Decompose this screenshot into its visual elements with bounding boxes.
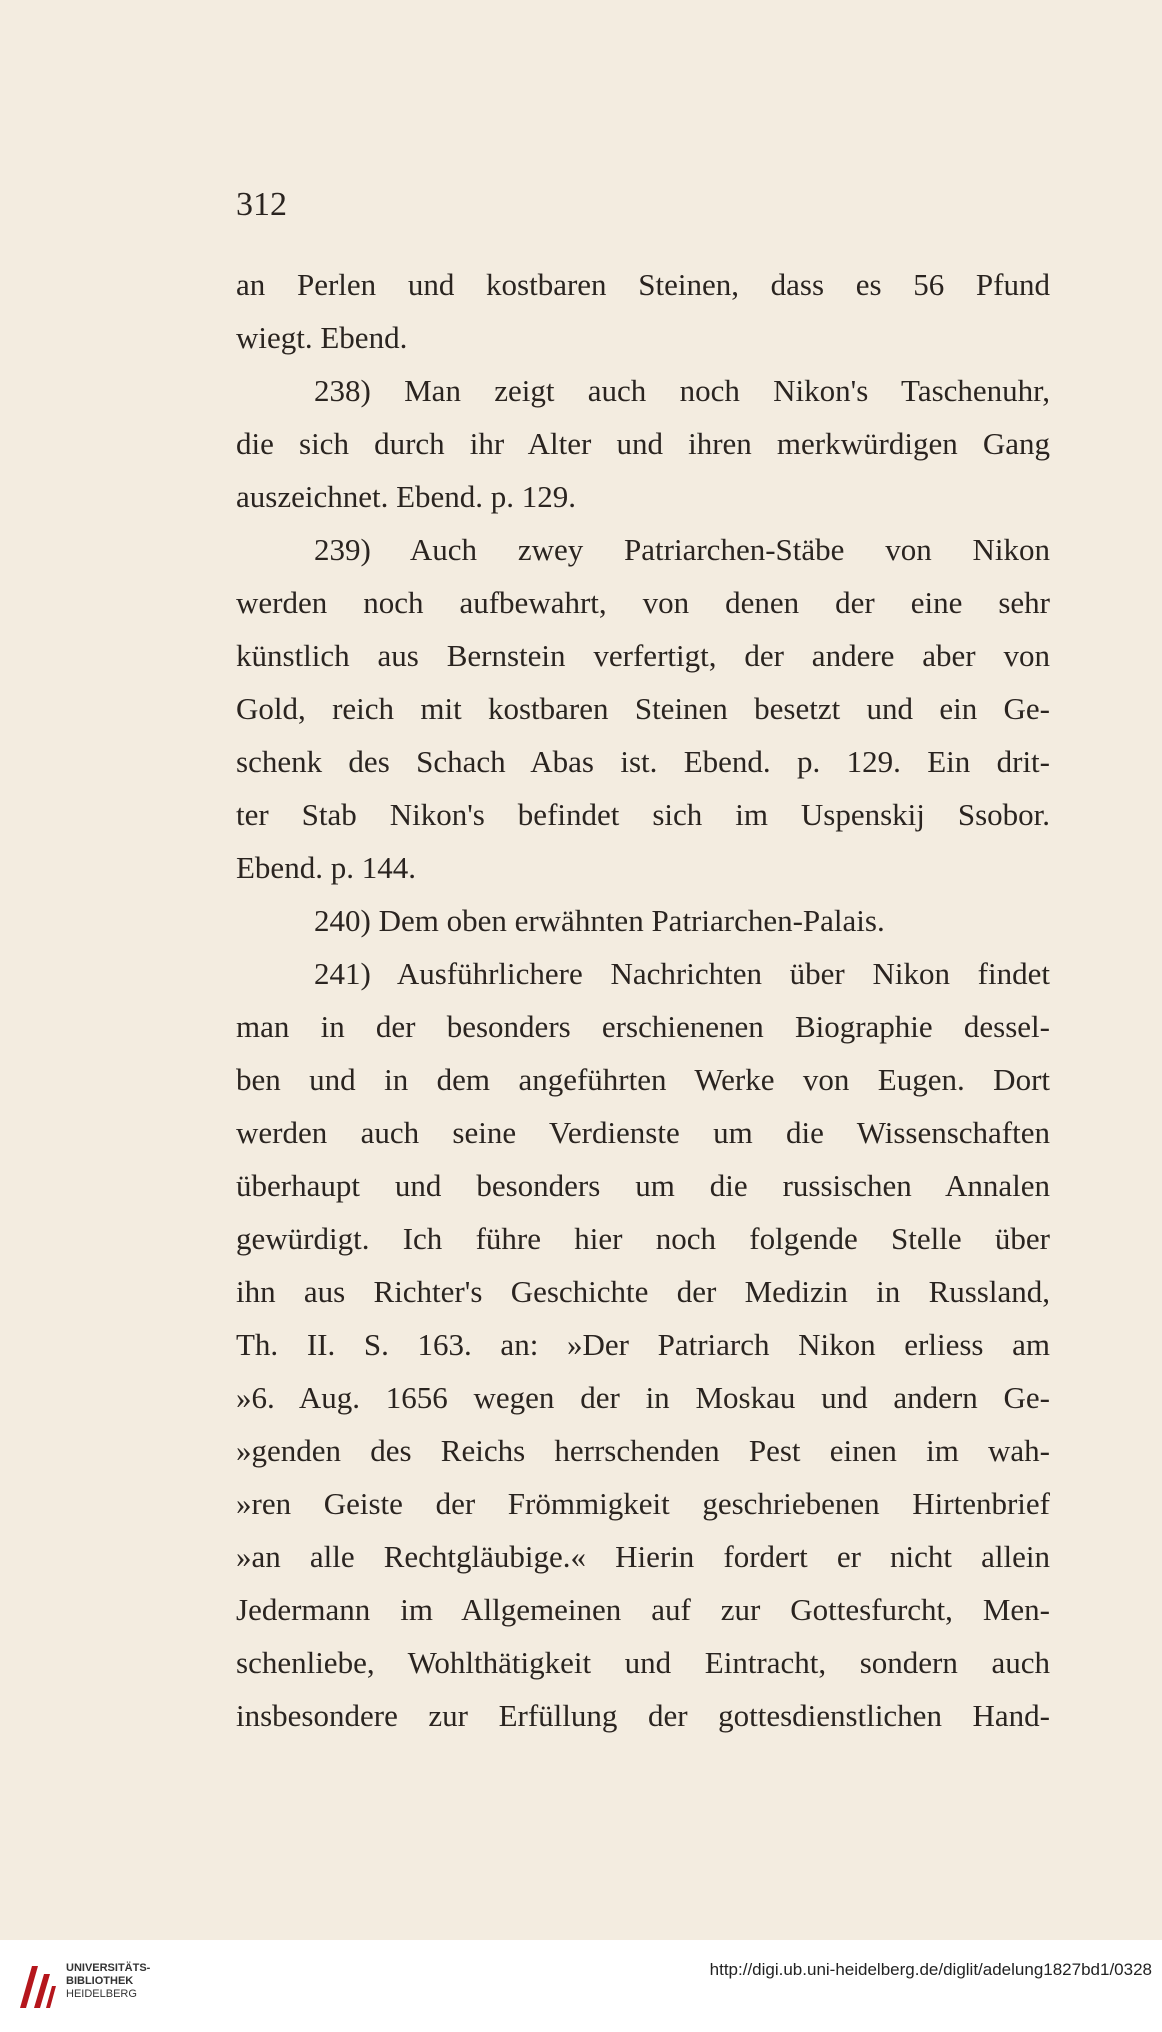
text-line: man in der besonders erschienenen Biographie dessel-	[236, 1009, 1050, 1044]
text-line: wiegt. Ebend.	[236, 320, 408, 355]
footnote-240-line: 240) Dem oben erwähnten Patriarchen-Palais.	[314, 903, 885, 938]
logo-line-3: HEIDELBERG	[66, 1988, 137, 2000]
footer-bar	[0, 1940, 1162, 2032]
footnote-238-line: 238) Man zeigt auch noch Nikon's Taschenuhr,	[314, 373, 1050, 408]
text-line: künstlich aus Bernstein verfertigt, der andere aber von	[236, 638, 1050, 673]
text-line: »ren Geiste der Frömmigkeit geschriebenen Hirtenbrief	[236, 1486, 1050, 1521]
text-line: »genden des Reichs herrschenden Pest einen im wah-	[236, 1433, 1050, 1468]
library-logo	[14, 1956, 164, 2018]
text-line: die sich durch ihr Alter und ihren merkwürdigen Gang	[236, 426, 1050, 461]
text-line: »6. Aug. 1656 wegen der in Moskau und andern Ge-	[236, 1380, 1050, 1415]
text-line: insbesondere zur Erfüllung der gottesdienstlichen Hand-	[236, 1698, 1050, 1733]
text-line: Th. II. S. 163. an: »Der Patriarch Nikon erliess am	[236, 1327, 1050, 1362]
body-text	[236, 258, 1050, 1742]
text-line: Ebend. p. 144.	[236, 850, 416, 885]
library-logo-icon	[14, 1960, 60, 2014]
text-line: ben und in dem angeführten Werke von Eugen. Dort	[236, 1062, 1050, 1097]
text-line: an Perlen und kostbaren Steinen, dass es 56 Pfund	[236, 267, 1050, 302]
source-url-link[interactable]: http://digi.ub.uni-heidelberg.de/diglit/adelung1827bd1/0328	[709, 1960, 1152, 1979]
footnote-241-line: 241) Ausführlichere Nachrichten über Nikon findet	[314, 956, 1050, 991]
text-line: Gold, reich mit kostbaren Steinen besetzt und ein Ge-	[236, 691, 1050, 726]
logo-line-1: UNIVERSITÄTS-	[66, 1962, 151, 1974]
page-number: 312	[236, 186, 287, 223]
text-line: ihn aus Richter's Geschichte der Medizin in Russland,	[236, 1274, 1050, 1309]
text-line: auszeichnet. Ebend. p. 129.	[236, 479, 577, 514]
text-line: ter Stab Nikon's befindet sich im Uspenskij Ssobor.	[236, 797, 1050, 832]
text-line: werden auch seine Verdienste um die Wissenschaften	[236, 1115, 1050, 1150]
logo-line-2: BIBLIOTHEK	[66, 1975, 134, 1987]
text-line: gewürdigt. Ich führe hier noch folgende Stelle über	[236, 1221, 1050, 1256]
text-line: werden noch aufbewahrt, von denen der eine sehr	[236, 585, 1050, 620]
text-line: Jedermann im Allgemeinen auf zur Gottesfurcht, Men-	[236, 1592, 1050, 1627]
text-line: schenk des Schach Abas ist. Ebend. p. 129. Ein drit-	[236, 744, 1050, 779]
text-line: schenliebe, Wohlthätigkeit und Eintracht, sondern auch	[236, 1645, 1050, 1680]
library-logo-text	[66, 1962, 166, 2001]
text-line: überhaupt und besonders um die russischen Annalen	[236, 1168, 1050, 1203]
text-line: »an alle Rechtgläubige.« Hierin fordert er nicht allein	[236, 1539, 1050, 1574]
footnote-239-line: 239) Auch zwey Patriarchen-Stäbe von Nikon	[314, 532, 1050, 567]
